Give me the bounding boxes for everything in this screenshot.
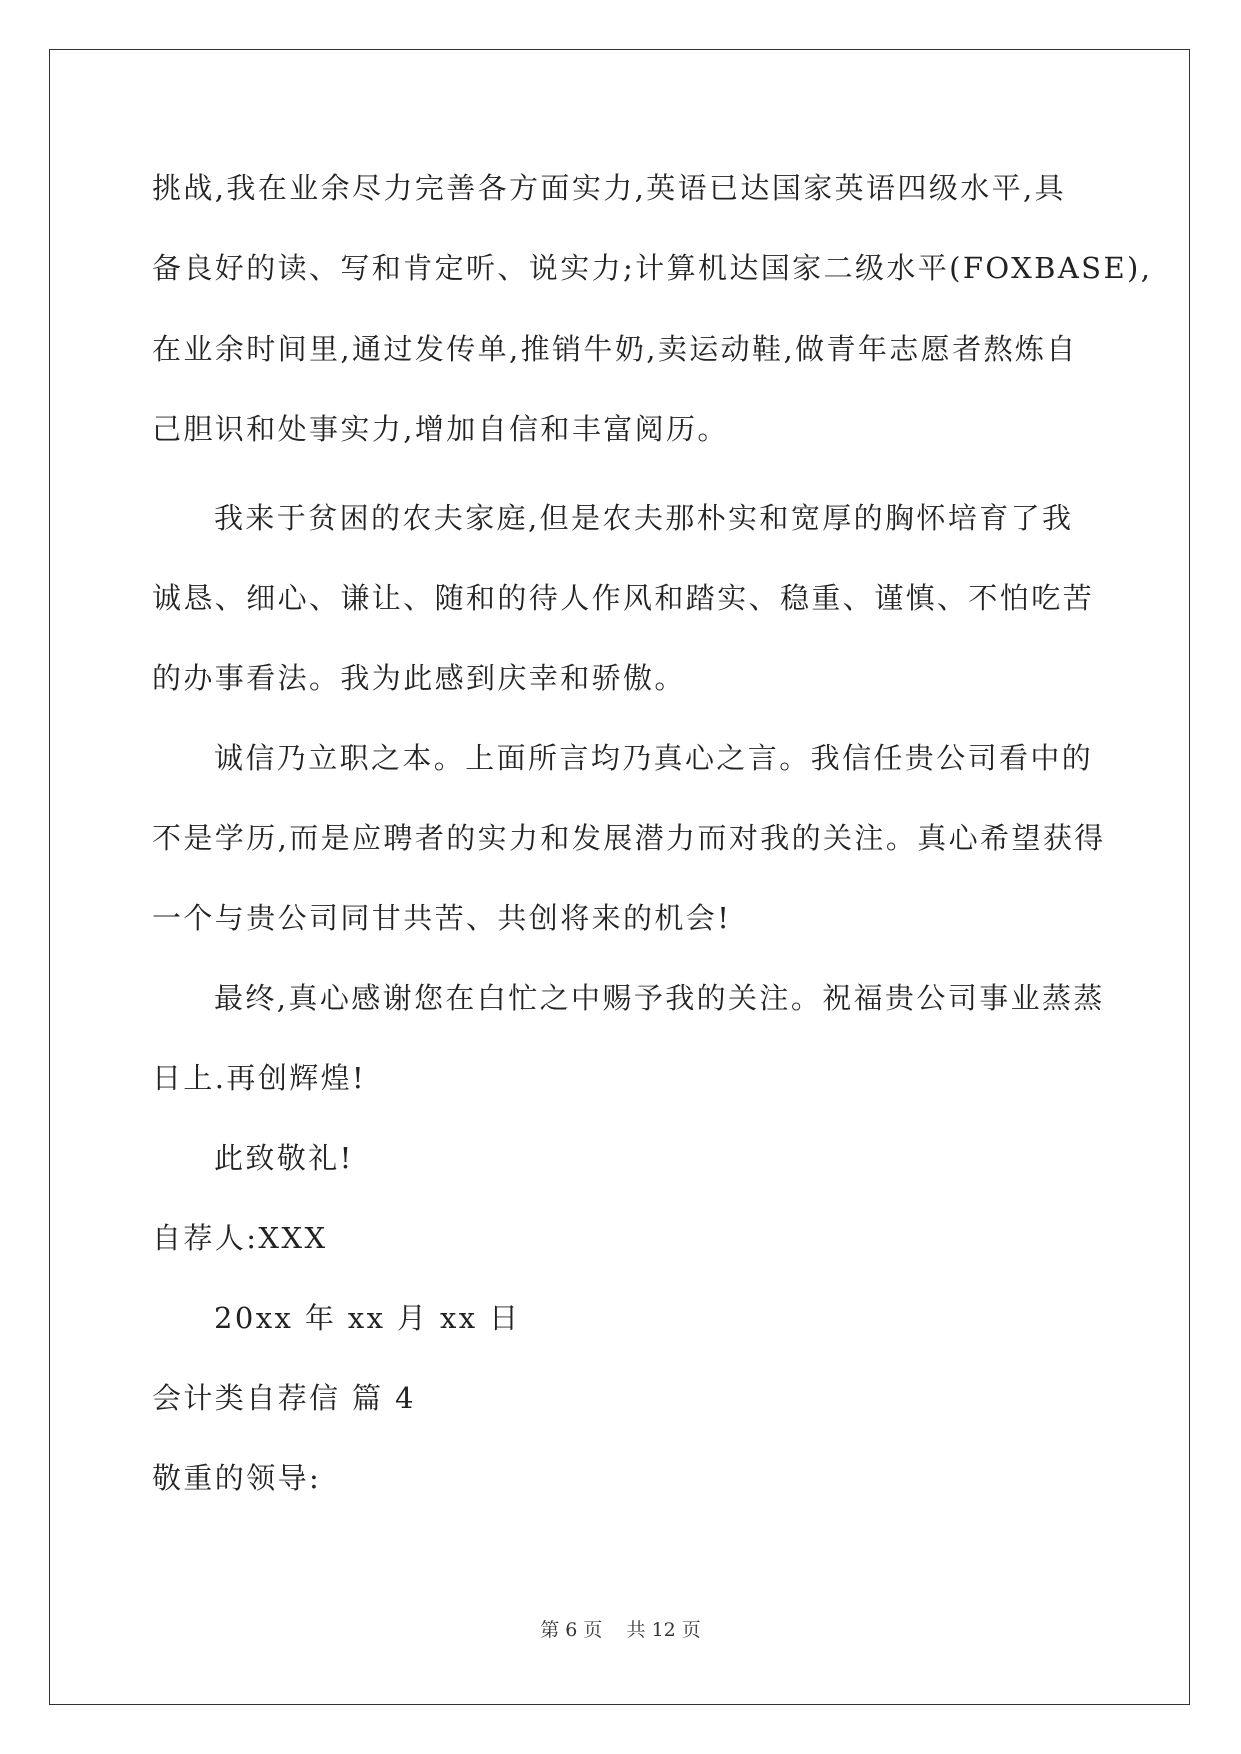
greeting-line: 敬重的领导:	[152, 1461, 322, 1495]
section-heading: 会计类自荐信 篇 4	[152, 1381, 416, 1415]
text-line-4: 己胆识和处事实力,增加自信和丰富阅历。	[152, 412, 729, 446]
page-total: 共 12 页	[626, 1619, 701, 1641]
text-line-2: 备良好的读、写和肯定听、说实力;计算机达国家二级水平(FOXBASE),	[152, 251, 1153, 285]
paragraph-3-line-2: 不是学历,而是应聘者的实力和发展潜力而对我的关注。真心希望获得	[152, 821, 1106, 855]
paragraph-3-line-3: 一个与贵公司同甘共苦、共创将来的机会!	[152, 901, 732, 935]
text-line-1: 挑战,我在业余尽力完善各方面实力,英语已达国家英语四级水平,具	[152, 171, 1067, 205]
signature-line: 自荐人:XXX	[152, 1221, 328, 1255]
paragraph-2-line-1: 我来于贫困的农夫家庭,但是农夫那朴实和宽厚的胸怀培育了我	[214, 501, 1074, 535]
paragraph-4-line-2: 日上.再创辉煌!	[152, 1061, 367, 1095]
closing-salutation: 此致敬礼!	[214, 1141, 354, 1175]
page-border	[49, 49, 1190, 1705]
paragraph-2-line-2: 诚恳、细心、谦让、随和的待人作风和踏实、稳重、谨慎、不怕吃苦	[152, 581, 1095, 615]
paragraph-4-line-1: 最终,真心感谢您在白忙之中赐予我的关注。祝福贵公司事业蒸蒸	[214, 981, 1105, 1015]
page-number: 第 6 页	[540, 1619, 603, 1641]
paragraph-3-line-1: 诚信乃立职之本。上面所言均乃真心之言。我信任贵公司看中的	[214, 741, 1094, 775]
paragraph-2-line-3: 的办事看法。我为此感到庆幸和骄傲。	[152, 661, 686, 695]
text-line-3: 在业余时间里,通过发传单,推销牛奶,卖运动鞋,做青年志愿者熬炼自	[152, 332, 1078, 366]
page-footer	[0, 1618, 1241, 1642]
date-line: 20xx 年 xx 月 xx 日	[214, 1301, 521, 1335]
